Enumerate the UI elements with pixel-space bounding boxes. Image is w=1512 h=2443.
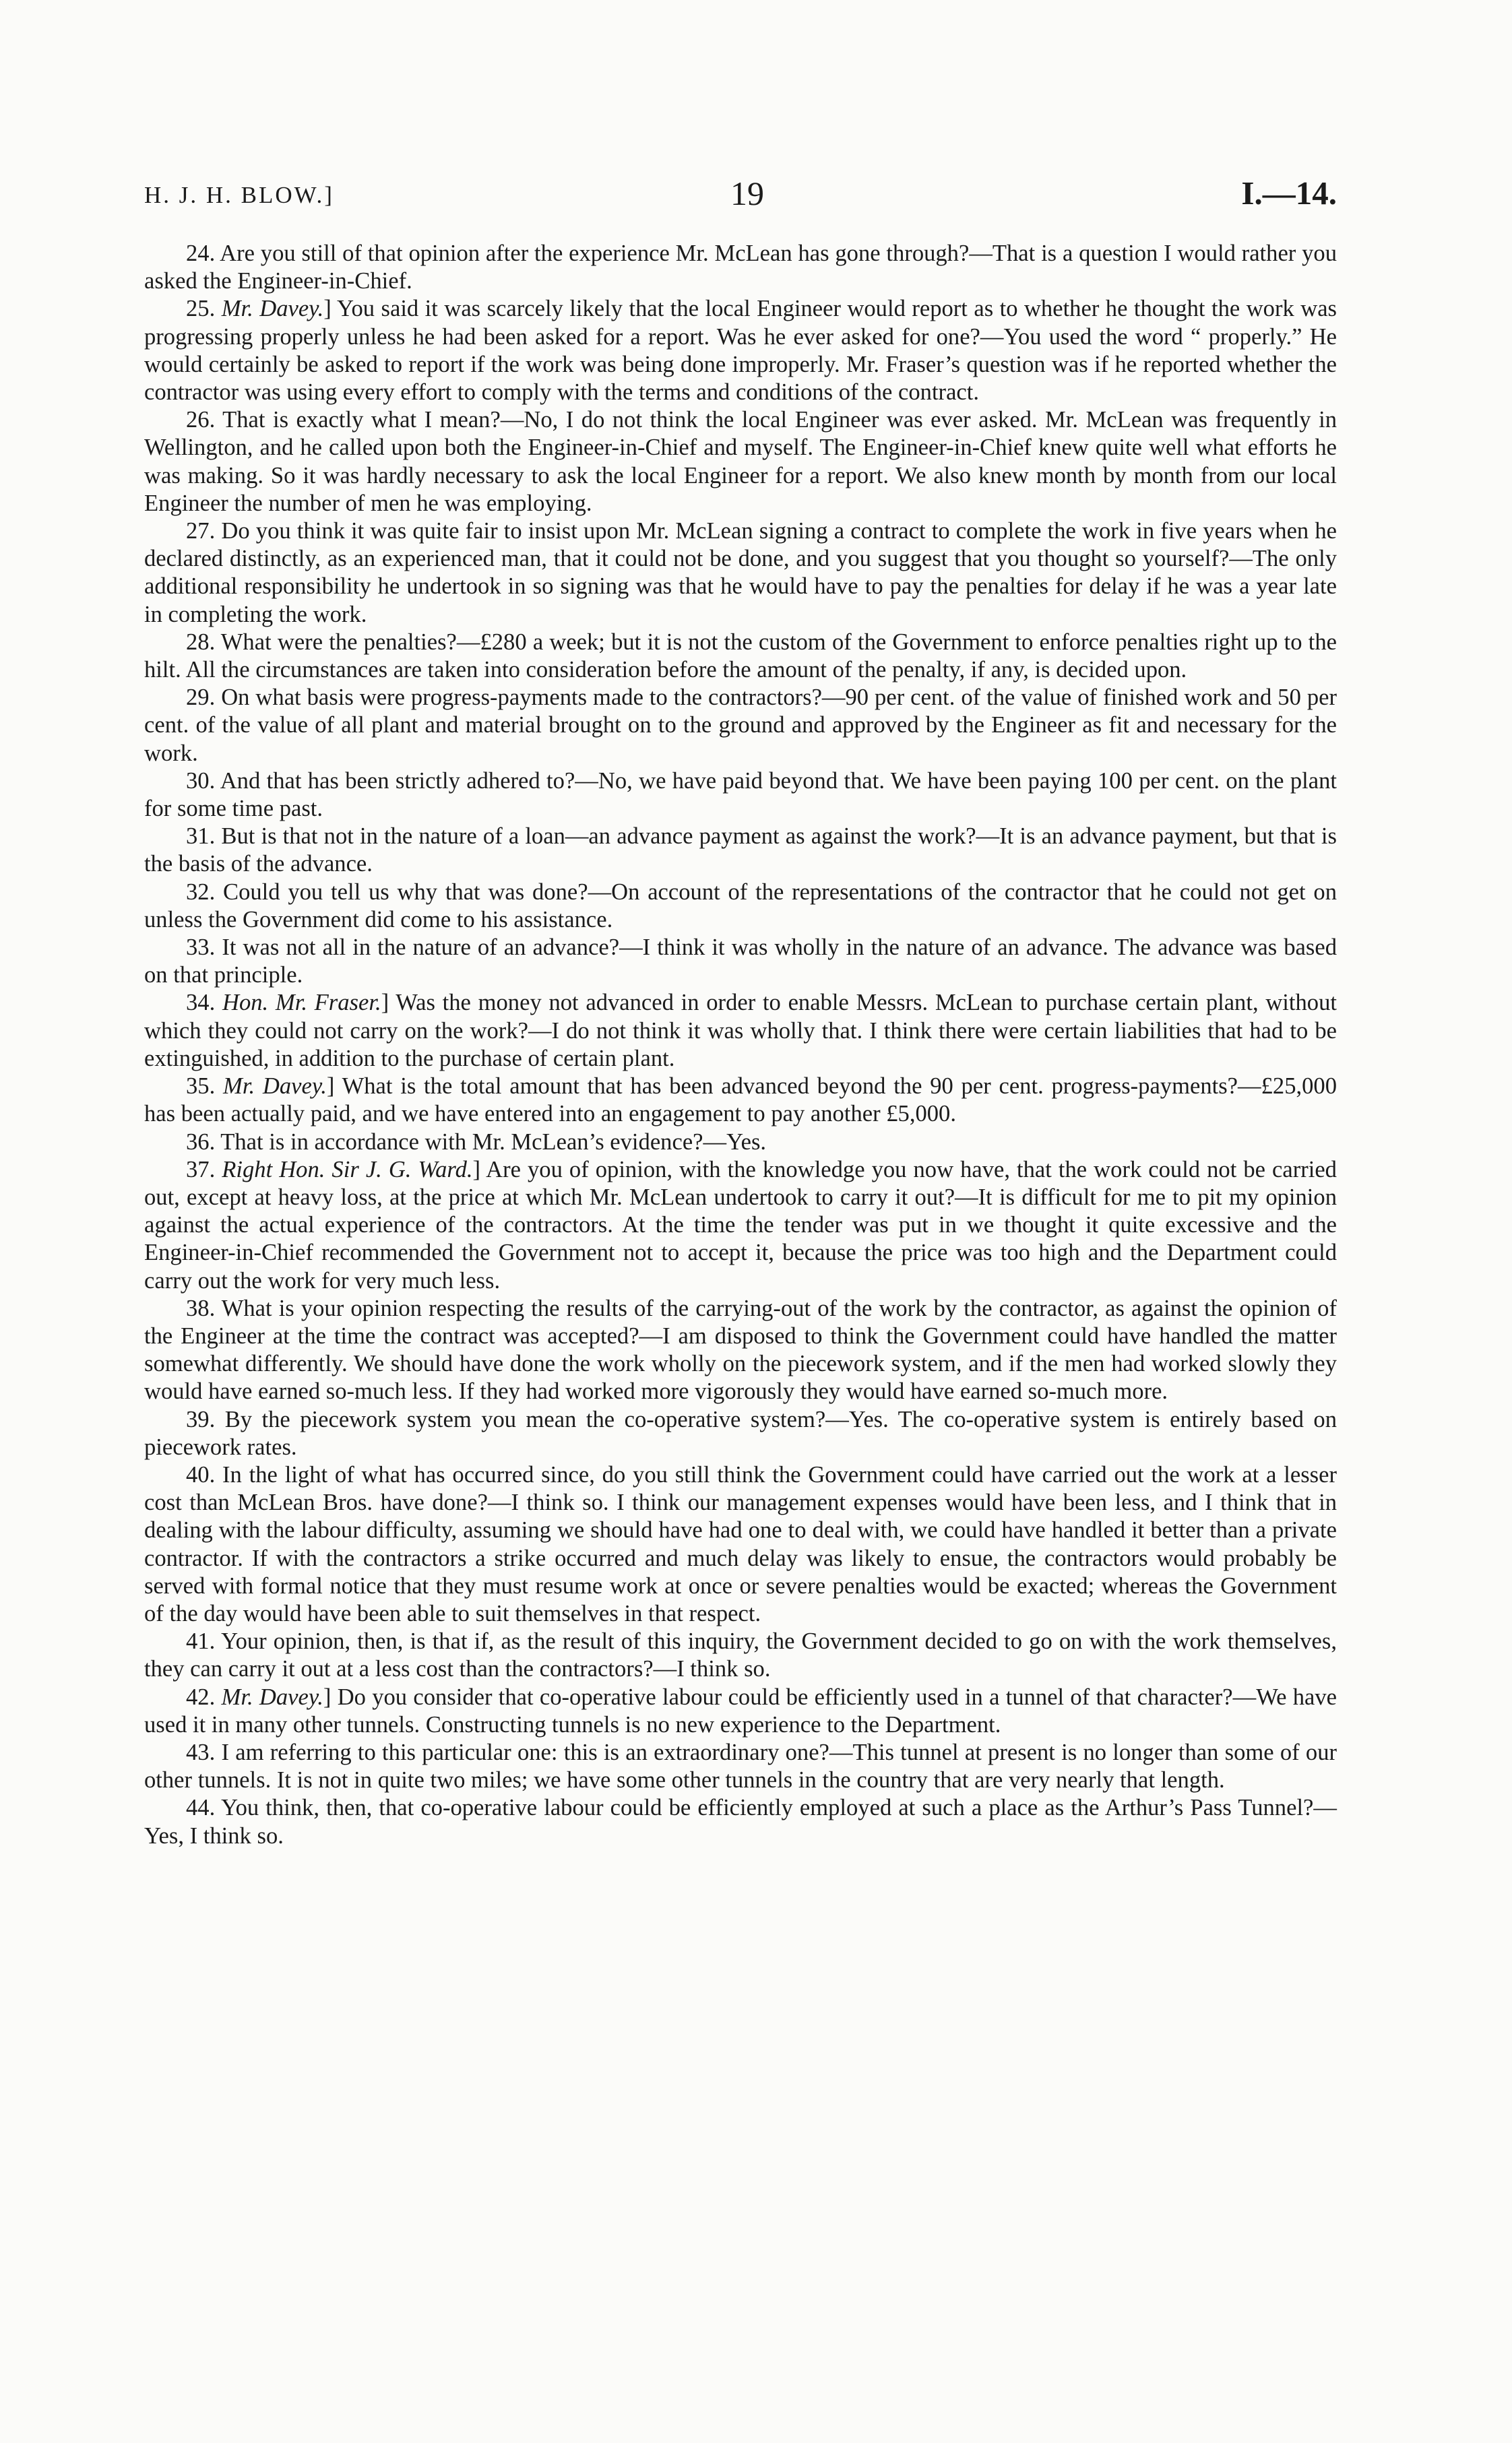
paragraph-text: Are you still of that opinion after the experience Mr. McLean has gone through?—That is a question I would rather you asked the Engineer-in-Chief. (144, 241, 1337, 294)
paragraph-number: 41. (186, 1628, 216, 1655)
paragraph-number: 31. (186, 823, 216, 850)
question-39 (144, 1406, 1337, 1461)
paragraph-number: 24. (186, 241, 216, 266)
paragraph-text: ] Was the money not advanced in order to enable Messrs. McLean to purchase certain plant, without which they could not carry on the work?—I do not think it was wholly that. I think there were certain liabilities that had to be extinguished, in addition to the purchase of certain plant. (144, 990, 1337, 1071)
paragraph-number: 37. (186, 1156, 216, 1182)
paragraph-number: 39. (186, 1406, 216, 1432)
question-29 (144, 684, 1337, 767)
paragraph-number: 44. (186, 1795, 216, 1821)
paragraph-text: ] Do you consider that co-operative labour could be efficiently used in a tunnel of that character?—We have used it in many other tunnels. Constructing tunnels is no new experience to the Department. (144, 1684, 1337, 1738)
paragraph-text: ] Are you of opinion, with the knowledge you now have, that the work could not be carried out, except at heavy loss, at the price at which Mr. McLean undertook to carry it out?—It is difficult for me to pit my opinion against the actual experience of the contractors. At the time the tender was put in we thought it quite excessive and the Engineer-in-Chief recommended the Government not to accept it, because the price was too high and the Department could carry out the work for very much less. (144, 1156, 1337, 1294)
question-37 (144, 1156, 1337, 1295)
paragraph-number: 30. (186, 767, 216, 794)
paragraph-text: And that has been strictly adhered to?—No, we have paid beyond that. We have been paying 100 per cent. on the plant for some time past. (144, 767, 1337, 822)
paragraph-text: ] What is the total amount that has been advanced beyond the 90 per cent. progress-payments?—£25,000 has been actually paid, and we have entered into an engagement to pay another £5,000. (144, 1073, 1337, 1127)
page-number: 19 (730, 174, 764, 212)
paragraph-number: 42. (186, 1684, 216, 1710)
paragraph-text: ] You said it was scarcely likely that the local Engineer would report as to whether he thought the work was progressing properly unless he had been asked for a report. Was he ever asked for one?—You used the word “ properly.” He would certainly be asked to report if the work was being done improperly. Mr. Fraser’s question was if he reported whether the contractor was using every effort to comply with the terms and conditions of the contract. (144, 296, 1337, 406)
paragraph-text: What were the penalties?—£280 a week; but it is not the custom of the Government to enforce penalties right up to the hilt. All the circumstances are taken into consideration before the amount of the penalty, if any, is decided upon. (144, 629, 1337, 683)
paragraph-number: 34. (186, 990, 216, 1016)
question-30 (144, 767, 1337, 823)
speaker-name: Hon. Mr. Fraser. (222, 990, 381, 1016)
paragraph-number: 27. (186, 518, 216, 544)
question-34 (144, 989, 1337, 1073)
question-43 (144, 1739, 1337, 1794)
document-code: I.—14. (1241, 174, 1337, 212)
paragraph-text: That is exactly what I mean?—No, I do not think the local Engineer was ever asked. Mr. McLean was frequently in Wellington, and he called upon both the Engineer-in-Chief and myself. The Engineer-in-Chief knew quite well what efforts he was making. So it was hardly necessary to ask the local Engineer for a report. We also knew month by month from our local Engineer the number of men he was employing. (144, 407, 1337, 516)
paragraph-number: 43. (186, 1739, 216, 1765)
question-44 (144, 1794, 1337, 1849)
paragraph-text: I am referring to this particular one: this is an extraordinary one?—This tunnel at present is no longer than some of our other tunnels. It is not in quite two miles; we have some other tunnels in the country that are very nearly that length. (144, 1739, 1337, 1794)
paragraph-text: You think, then, that co-operative labour could be efficiently employed at such a place as the Arthur’s Pass Tunnel?—Yes, I think so. (144, 1795, 1337, 1849)
paragraph-number: 25. (186, 296, 216, 322)
paragraph-number: 29. (186, 685, 216, 711)
witness-name: H. J. H. BLOW.] (144, 182, 334, 208)
paragraph-text: In the light of what has occurred since, do you still think the Government could have carried out the work at a lesser cost than McLean Bros. have done?—I think so. I think our management expenses would have been less, and I think that in dealing with the labour difficulty, assuming we should have had one to deal with, we could have handled it better than a private contractor. If with the contractors a strike occurred and much delay was likely to ensue, the contractors would probably be served with formal notice that they must resume work at once or severe penalties would be exacted; whereas the Government of the day would have been able to suit themselves in that respect. (144, 1461, 1337, 1626)
question-40 (144, 1461, 1337, 1628)
question-41 (144, 1628, 1337, 1683)
paragraph-number: 26. (186, 407, 216, 433)
paragraph-number: 32. (186, 879, 216, 905)
paragraph-text: What is your opinion respecting the results of the carrying-out of the work by the contractor, as against the opinion of the Engineer at the time the contract was accepted?—I am disposed to think the Government could have handled the matter somewhat differently. We should have done the work wholly on the piecework system, and if the men had worked slowly they would have earned so-much less. If they had worked more vigorously they would have earned so-much more. (144, 1295, 1337, 1405)
question-27 (144, 517, 1337, 629)
paragraph-text: It was not all in the nature of an advance?—I think it was wholly in the nature of an advance. The advance was based on that principle. (144, 934, 1337, 988)
question-36 (144, 1129, 1337, 1156)
question-38 (144, 1295, 1337, 1406)
speaker-name: Right Hon. Sir J. G. Ward. (222, 1156, 473, 1182)
question-42 (144, 1684, 1337, 1739)
paragraph-text: That is in accordance with Mr. McLean’s evidence?—Yes. (220, 1129, 767, 1155)
question-25 (144, 295, 1337, 406)
paragraph-number: 40. (186, 1461, 216, 1488)
question-31 (144, 823, 1337, 878)
speaker-name: Mr. Davey. (221, 1684, 323, 1710)
testimony-body (144, 240, 1337, 1850)
speaker-name: Mr. Davey. (221, 296, 324, 322)
speaker-name: Mr. Davey. (223, 1073, 327, 1100)
paragraph-number: 36. (186, 1129, 216, 1155)
paragraph-number: 28. (186, 629, 216, 655)
question-35 (144, 1073, 1337, 1128)
paragraph-text: But is that not in the nature of a loan—an advance payment as against the work?—It is an advance payment, but that is the basis of the advance. (144, 823, 1337, 877)
question-28 (144, 629, 1337, 684)
question-33 (144, 934, 1337, 989)
paragraph-number: 38. (186, 1295, 216, 1321)
paragraph-text: By the piecework system you mean the co-operative system?—Yes. The co-operative system is entirely based on piecework rates. (144, 1406, 1337, 1460)
paragraph-number: 35. (186, 1073, 216, 1100)
question-32 (144, 879, 1337, 934)
page-header (144, 174, 1337, 214)
question-24 (144, 240, 1337, 295)
question-26 (144, 406, 1337, 517)
paragraph-text: Your opinion, then, is that if, as the result of this inquiry, the Government decided to go on with the work themselves, they can carry it out at a less cost than the contractors?—I think so. (144, 1628, 1337, 1682)
paragraph-number: 33. (186, 934, 216, 961)
paragraph-text: On what basis were progress-payments made to the contractors?—90 per cent. of the value of finished work and 50 per cent. of the value of all plant and material brought on to the ground and approved by the Engineer as fit and necessary for the work. (144, 685, 1337, 766)
paragraph-text: Do you think it was quite fair to insist upon Mr. McLean signing a contract to complete the work in five years when he declared distinctly, as an experienced man, that it could not be done, and you suggest that you thought so yourself?—The only additional responsibility he undertook in so signing was that he would have to pay the penalties for delay if he was a year late in completing the work. (144, 518, 1337, 627)
paragraph-text: Could you tell us why that was done?—On account of the representations of the contractor that he could not get on unless the Government did come to his assistance. (144, 879, 1337, 932)
